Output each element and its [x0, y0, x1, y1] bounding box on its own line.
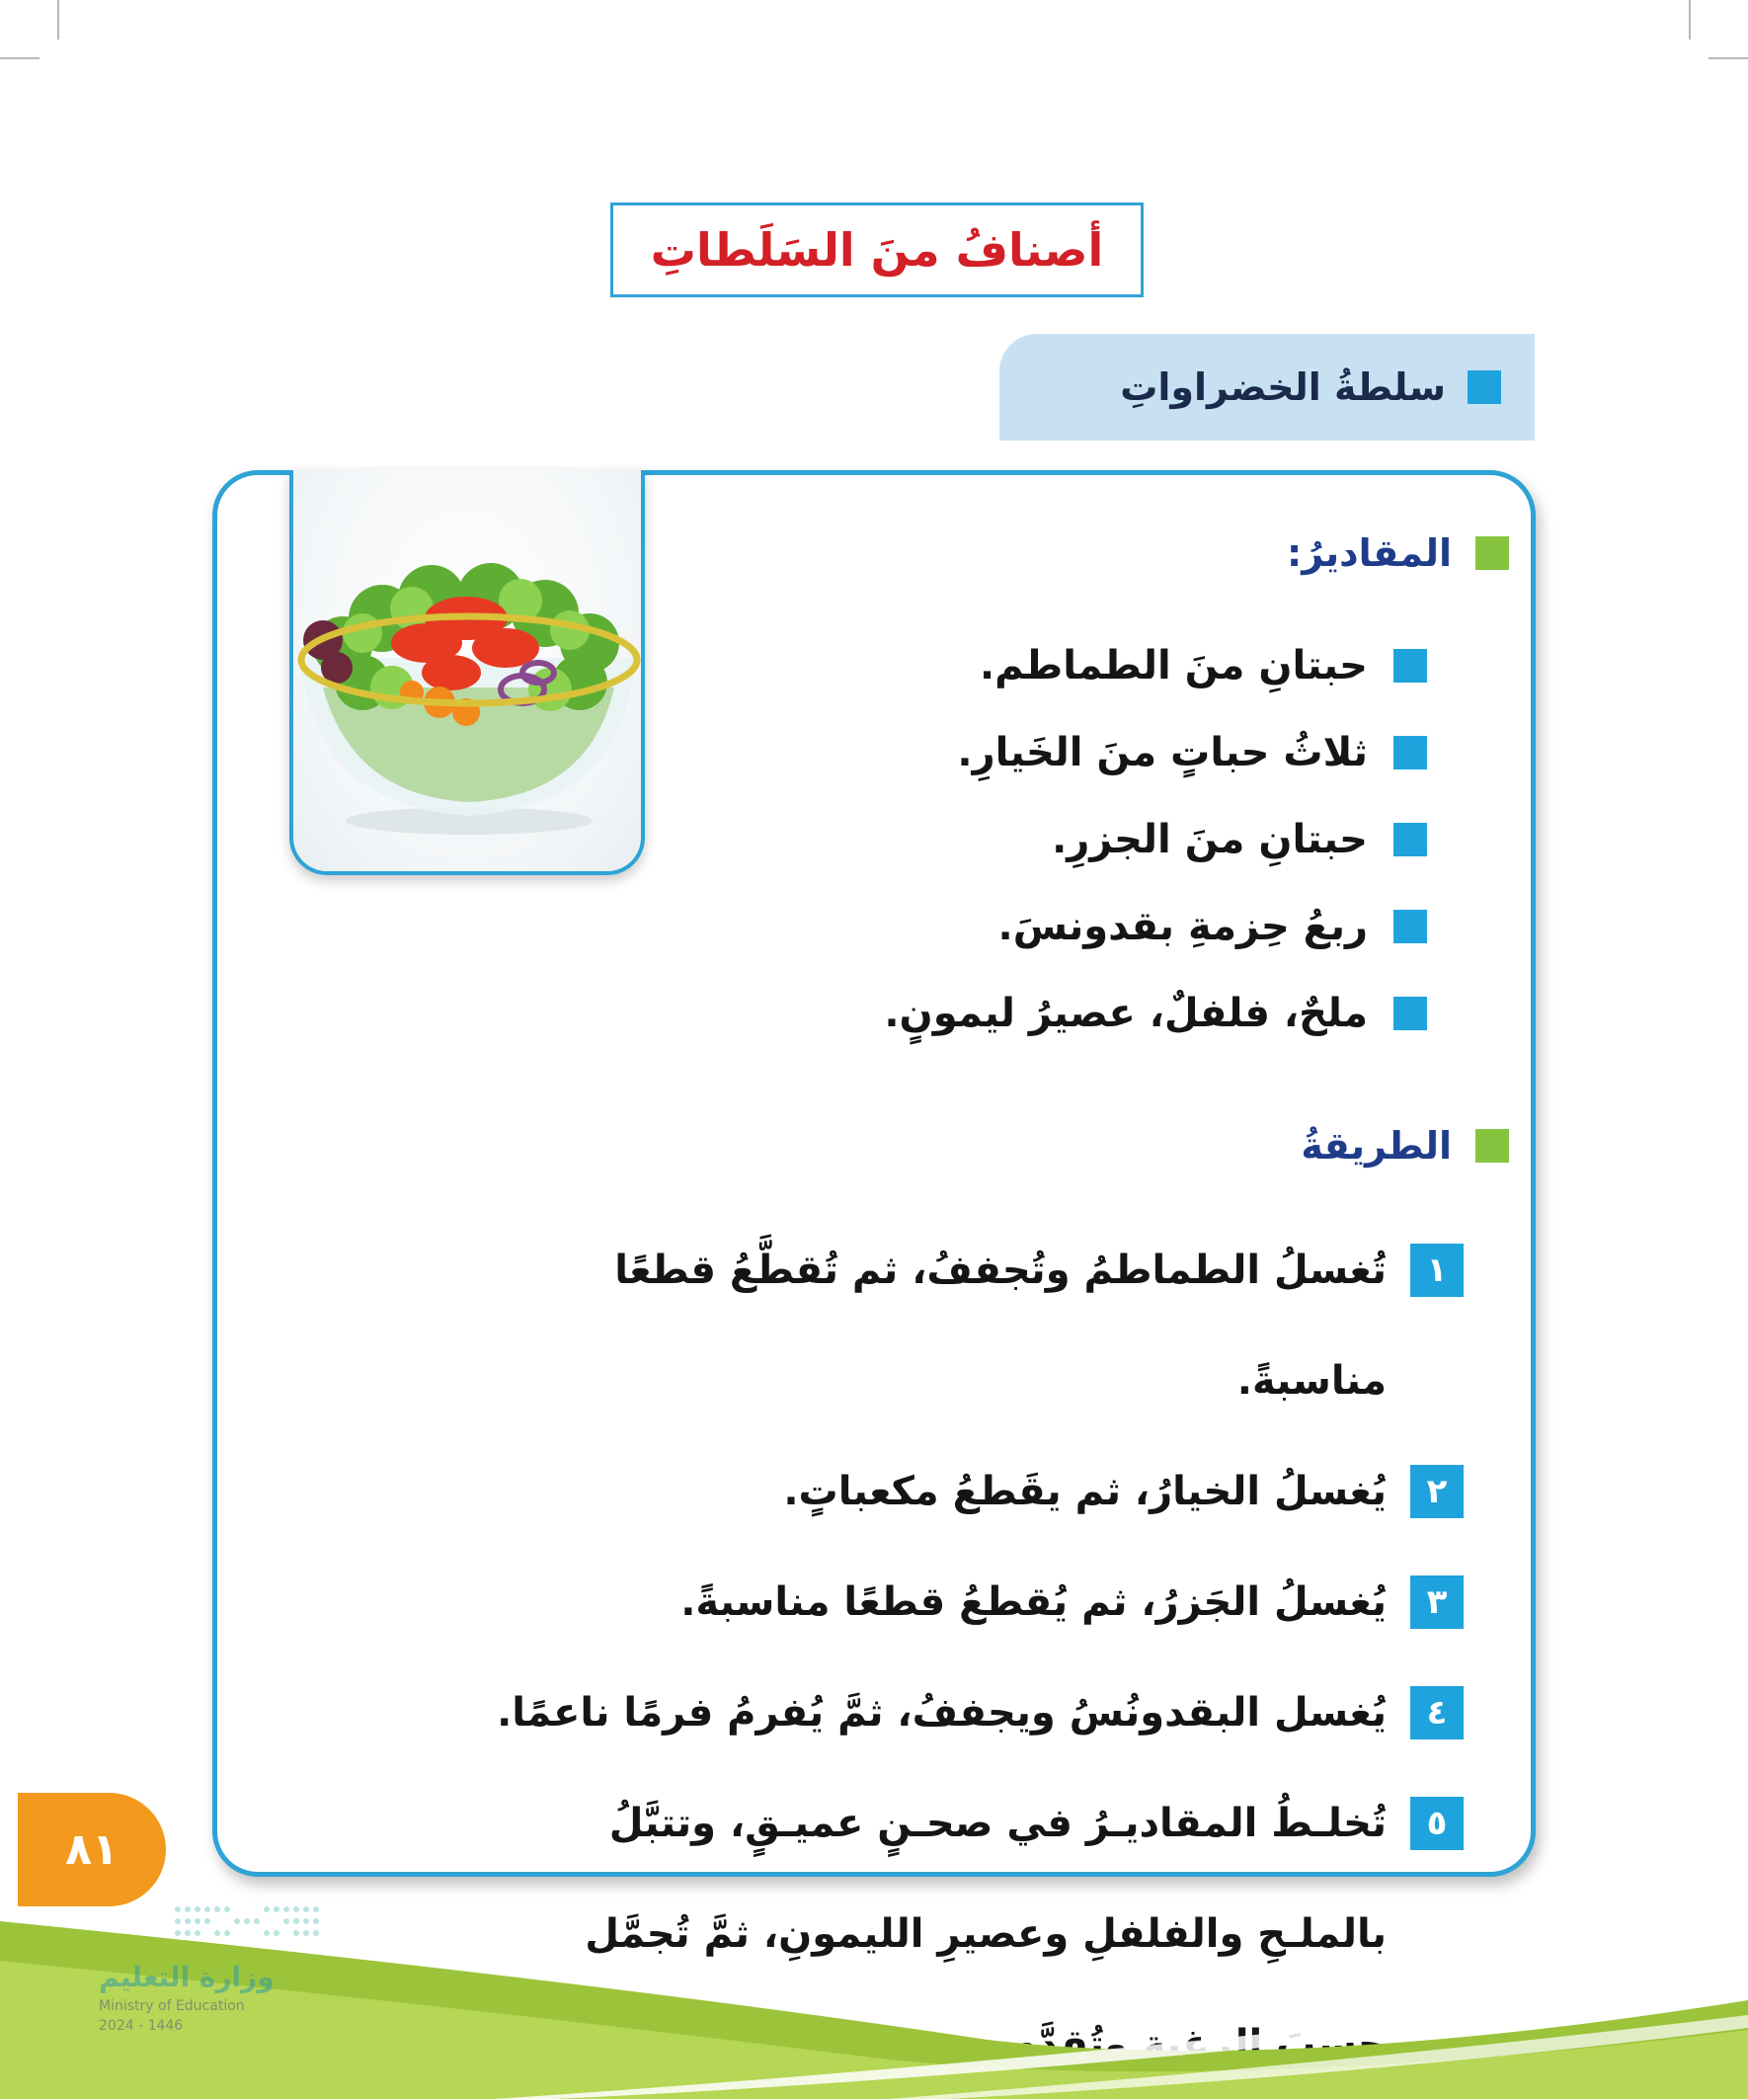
square-bullet-icon: [1393, 649, 1427, 683]
square-bullet-icon: [1468, 370, 1501, 404]
section-title: سلطةُ الخضراواتِ: [1120, 365, 1446, 409]
ingredients-list: [884, 622, 1427, 1057]
ministry-year: 2024 - 1446: [99, 2018, 184, 2034]
step-text: يُغسلُ الجَزرُ، ثم يُقطعُ قطعًا مناسبةً.: [680, 1579, 1387, 1625]
crop-mark: [1689, 0, 1691, 40]
step-text: يُغسل البقدونُسُ ويجففُ، ثمَّ يُفرمُ فرمًا ناعمًا.: [497, 1690, 1387, 1736]
step-item: [476, 1436, 1464, 1547]
list-item: [884, 622, 1427, 709]
ingredient-text: حبتانِ منَ الطماطم.: [979, 643, 1368, 688]
ingredient-text: حبتانِ منَ الجزرِ.: [1052, 817, 1368, 862]
crop-mark: [0, 57, 40, 59]
square-bullet-icon: [1475, 536, 1509, 570]
list-item: [884, 883, 1427, 970]
page-number: ٨١: [65, 1824, 119, 1875]
list-item: [884, 709, 1427, 796]
page-title-box: [610, 202, 1144, 297]
ingredients-heading-text: المقاديرُ:: [1287, 531, 1452, 575]
square-bullet-icon: [1393, 736, 1427, 769]
ministry-name-ar: وزارة التعليم: [99, 1961, 275, 1993]
step-number: ٣: [1410, 1575, 1464, 1629]
step-number: ٥: [1410, 1797, 1464, 1850]
salad-bowl-image: [289, 470, 645, 875]
square-bullet-icon: [1475, 1129, 1509, 1163]
list-item: [884, 796, 1427, 883]
method-heading-text: الطريقةُ: [1301, 1124, 1452, 1168]
crop-mark: [1708, 57, 1748, 59]
section-ribbon: [999, 334, 1535, 441]
ingredient-text: ربعُ حِزمةِ بقدونسَ.: [997, 904, 1368, 949]
square-bullet-icon: [1393, 997, 1427, 1030]
ingredient-text: ملحٌ، فلفلٌ، عصيرُ ليمونٍ.: [884, 991, 1368, 1036]
step-item: [476, 1215, 1464, 1436]
step-number: ٤: [1410, 1686, 1464, 1739]
crop-mark: [57, 0, 59, 40]
square-bullet-icon: [1393, 910, 1427, 943]
ministry-watermark: [99, 1901, 326, 2040]
ministry-name-en: Ministry of Education: [99, 1998, 245, 2014]
ministry-logo-icon: [173, 1901, 321, 1951]
list-item: [884, 970, 1427, 1057]
square-bullet-icon: [1393, 823, 1427, 856]
step-item: [476, 1657, 1464, 1768]
ingredient-text: ثلاثُ حباتٍ منَ الخَيارِ.: [957, 730, 1368, 775]
ingredients-heading: [1287, 531, 1509, 575]
step-item: [476, 1547, 1464, 1657]
method-heading: [1301, 1124, 1509, 1168]
step-number: ٢: [1410, 1465, 1464, 1518]
step-text: تُغسلُ الطماطمُ وتُجففُ، ثم تُقطَّعُ قطعًا مناسبةً.: [614, 1248, 1387, 1404]
step-text: يُغسلُ الخيارُ، ثم يقَطعُ مكعباتٍ.: [783, 1469, 1387, 1514]
salad-bowl-icon: [293, 470, 641, 871]
step-number: ١: [1410, 1244, 1464, 1297]
page-title: أصنافُ منَ السَلَطاتِ: [650, 223, 1104, 277]
step-text: تُخلـطُ المقاديـرُ في صحـنٍ عميـقٍ، وتتبَّلُ بالملـحِ والفلفلِ وعصيرِ الليمونِ، ثمَّ تُجمَّل حسبَ وتُقدَّم.: [585, 1801, 1387, 2067]
page-number-tab: [18, 1793, 166, 1906]
